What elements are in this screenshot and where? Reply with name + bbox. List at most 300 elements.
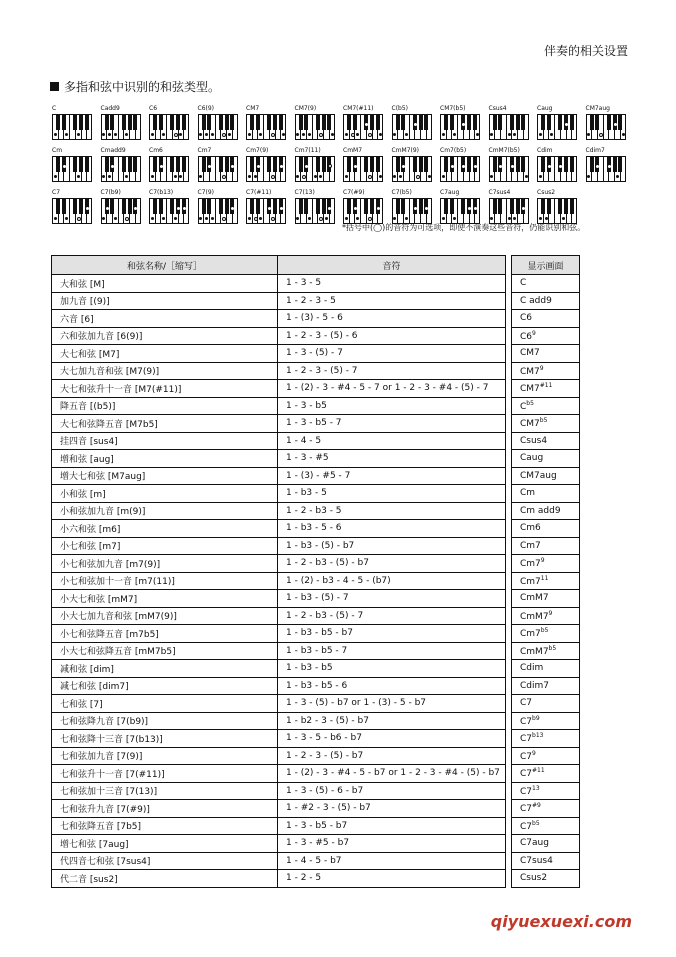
optional-note-dot (174, 133, 178, 137)
black-key (182, 157, 186, 172)
black-key (590, 157, 594, 172)
table-row (512, 765, 580, 783)
black-key (396, 115, 400, 130)
note-dot (325, 217, 328, 220)
piano-keys (101, 198, 141, 224)
black-key (521, 157, 525, 172)
display-cell (512, 800, 580, 818)
chord-keyboard-label: C7(#11) (246, 189, 272, 196)
col-header-notes: 音符 (278, 256, 506, 275)
black-key (353, 115, 357, 130)
chord-name-cell: 小六和弦 [m6] (52, 520, 278, 538)
table-row (52, 310, 506, 328)
black-key (170, 115, 174, 130)
black-key (493, 115, 497, 130)
black-key (256, 115, 260, 130)
table-row (52, 870, 506, 888)
black-key (133, 157, 137, 172)
note-dot (183, 207, 186, 210)
display-symbol: CmM7 (520, 611, 549, 622)
black-key (444, 157, 448, 172)
note-dot (54, 217, 57, 220)
note-dot (211, 133, 214, 136)
note-dot (525, 175, 528, 178)
black-key (153, 157, 157, 172)
note-dot (474, 207, 477, 210)
display-superscript: 9 (540, 557, 545, 565)
black-key (170, 199, 174, 214)
table-row (52, 625, 506, 643)
note-dot (442, 133, 445, 136)
chord-name-cell: 大七和弦 [M7] (52, 345, 278, 363)
chord-name-cell: 七和弦降五音 [7b5] (52, 817, 278, 835)
table-row (512, 380, 580, 398)
black-key (182, 115, 186, 130)
display-cell (512, 537, 580, 555)
table-row (52, 817, 506, 835)
optional-note-dot (254, 217, 258, 221)
chord-name-cell: 七和弦加九音 [7(9)] (52, 747, 278, 765)
note-dot (377, 207, 380, 210)
chord-keyboard (149, 104, 189, 140)
piano-keys (246, 156, 286, 182)
watermark: qiyuexuexi.com (490, 912, 632, 931)
chord-keyboard (440, 104, 480, 140)
notes-cell: 1 - b3 - (5) - 7 (278, 590, 506, 608)
notes-cell: 1 - 2 - b3 - 5 (278, 502, 506, 520)
black-key (256, 199, 260, 214)
display-cell (512, 730, 580, 748)
black-key (570, 157, 574, 172)
note-dot (114, 133, 117, 136)
display-symbol: Csus4 (520, 435, 548, 446)
note-dot (174, 217, 177, 220)
black-key (467, 115, 471, 130)
display-symbol: CM7aug (520, 470, 557, 481)
black-key (73, 115, 77, 130)
display-cell (512, 870, 580, 888)
note-dot (428, 175, 431, 178)
optional-note-dot (368, 175, 372, 179)
display-cell (512, 485, 580, 503)
table-row (52, 800, 506, 818)
black-key (73, 199, 77, 214)
chord-keyboard-label: Cm7(11) (294, 147, 321, 154)
notes-cell: 1 - (2) - 3 - #4 - 5 - 7 or 1 - 2 - 3 - #4 - (5) - 7 (278, 380, 506, 398)
note-dot (476, 133, 479, 136)
table-row (512, 415, 580, 433)
black-key (424, 115, 428, 130)
display-superscript: b5 (540, 627, 549, 635)
table-row (512, 327, 580, 345)
chord-keyboard (246, 146, 286, 182)
black-key (590, 115, 594, 130)
piano-keys (295, 156, 335, 182)
table-row (512, 572, 580, 590)
note-dot (54, 175, 57, 178)
black-key (110, 199, 114, 214)
chord-keyboard (149, 188, 189, 224)
display-cell (512, 695, 580, 713)
chord-name-cell: 减和弦 [dim] (52, 660, 278, 678)
piano-keys (198, 198, 238, 224)
chord-keyboard-label: C(b5) (391, 105, 408, 112)
display-cell (512, 467, 580, 485)
table-row (512, 537, 580, 555)
table-row (512, 607, 580, 625)
note-dot (54, 133, 57, 136)
black-key (450, 115, 454, 130)
display-superscript: b5 (526, 399, 534, 407)
note-dot (248, 133, 251, 136)
notes-cell: 1 - 4 - 5 (278, 432, 506, 450)
note-dot (614, 123, 617, 126)
note-dot (511, 165, 514, 168)
display-cell (512, 432, 580, 450)
display-symbol: Cm7 (520, 540, 541, 551)
black-key (219, 199, 223, 214)
note-dot (331, 133, 334, 136)
black-key (62, 115, 66, 130)
display-symbol: Cm6 (520, 523, 541, 534)
notes-cell: 1 - (3) - 5 - 6 (278, 310, 506, 328)
black-key (62, 199, 66, 214)
note-dot (414, 123, 417, 126)
note-dot (414, 207, 417, 210)
table-row (52, 747, 506, 765)
display-symbol: C6 (520, 331, 533, 342)
chord-name-cell: 大七和弦升十一音 [M7(#11)] (52, 380, 278, 398)
note-dot (405, 217, 408, 220)
display-symbol: CM7 (520, 384, 540, 395)
notes-cell: 1 - 4 - 5 - b7 (278, 852, 506, 870)
black-key (510, 199, 514, 214)
black-key (444, 115, 448, 130)
chord-keyboard-label: C7(b13) (149, 189, 174, 196)
black-key (207, 199, 211, 214)
note-dot (379, 133, 382, 136)
chord-name-cell: 小和弦 [m] (52, 485, 278, 503)
note-dot (151, 175, 154, 178)
chord-table (51, 255, 506, 888)
piano-keys (392, 156, 432, 182)
piano-keys (489, 198, 529, 224)
black-key (176, 157, 180, 172)
chord-name-cell: 七和弦 [7] (52, 695, 278, 713)
note-dot (548, 165, 551, 168)
display-symbol: Cdim7 (520, 680, 549, 691)
chord-name-cell: 增大七和弦 [M7aug] (52, 467, 278, 485)
black-key (396, 199, 400, 214)
display-table (511, 255, 580, 888)
chord-keyboard-label: C7 (52, 189, 61, 196)
black-key (225, 115, 229, 130)
black-key (450, 199, 454, 214)
black-key (613, 157, 617, 172)
notes-cell: 1 - b3 - 5 - 6 (278, 520, 506, 538)
chord-keyboard-grid (52, 104, 632, 232)
display-cell (512, 415, 580, 433)
display-symbol: Cm7 (520, 559, 541, 570)
black-key (461, 199, 465, 214)
chord-name-cell: 小大七和弦 [mM7] (52, 590, 278, 608)
black-key (202, 199, 206, 214)
chord-keyboard-label: Cm6 (149, 147, 163, 154)
chord-keyboard-label: CM7(b5) (440, 105, 466, 112)
chord-keyboard (52, 188, 92, 224)
black-key (299, 199, 303, 214)
notes-cell: 1 - b2 - 3 - (5) - b7 (278, 712, 506, 730)
black-key (128, 157, 132, 172)
black-key (316, 199, 320, 214)
table-row (512, 782, 580, 800)
black-key (419, 199, 423, 214)
table-row (52, 572, 506, 590)
piano-keys (489, 114, 529, 140)
piano-keys (537, 198, 577, 224)
black-key (498, 115, 502, 130)
chord-keyboard (392, 188, 432, 224)
display-symbol: Cm7 (520, 576, 541, 587)
note-dot (248, 217, 251, 220)
notes-cell: 1 - b3 - b5 - 6 (278, 677, 506, 695)
optional-note-dot (368, 133, 372, 137)
chord-keyboard-label: C7sus4 (488, 189, 511, 196)
chord-name-cell: 七和弦升九音 [7(#9)] (52, 800, 278, 818)
display-cell (512, 380, 580, 398)
note-dot (622, 133, 625, 136)
chord-keyboard-label: Cm7(9) (246, 147, 269, 154)
table-row (52, 782, 506, 800)
notes-cell: 1 - 3 - 5 - b6 - b7 (278, 730, 506, 748)
black-key (618, 157, 622, 172)
black-key (541, 157, 545, 172)
page-section-name: 伴奏的相关设置 (543, 44, 628, 58)
notes-cell: 1 - 3 - (5) - 6 - b7 (278, 782, 506, 800)
chord-keyboard (392, 104, 432, 140)
black-key (510, 115, 514, 130)
black-key (153, 115, 157, 130)
note-dot (345, 175, 348, 178)
display-symbol: C7 (520, 786, 533, 797)
black-key (558, 199, 562, 214)
black-key (79, 199, 83, 214)
chord-name-cell: 代二音 [sus2] (52, 870, 278, 888)
note-dot (280, 207, 283, 210)
black-key (176, 115, 180, 130)
table-row (52, 590, 506, 608)
black-key (322, 157, 326, 172)
display-symbol: C (520, 401, 527, 412)
chord-keyboard-label: C6(9) (197, 105, 215, 112)
black-key (370, 199, 374, 214)
note-dot (442, 217, 445, 220)
chord-keyboard (537, 188, 577, 224)
piano-keys (149, 156, 189, 182)
black-key (401, 115, 405, 130)
display-symbol: C (520, 278, 527, 289)
note-dot (451, 165, 454, 168)
display-symbol: CM7 (520, 348, 540, 359)
notes-cell: 1 - 2 - 5 (278, 870, 506, 888)
piano-keys (489, 156, 529, 182)
display-cell (512, 345, 580, 363)
table-row (512, 835, 580, 853)
black-key (498, 199, 502, 214)
note-dot (442, 175, 445, 178)
chord-name-cell: 小七和弦降五音 [m7b5] (52, 625, 278, 643)
piano-keys (537, 114, 577, 140)
chord-keyboard-label: Cadd9 (100, 105, 120, 112)
black-key (467, 157, 471, 172)
chord-keyboard (537, 146, 577, 182)
display-superscript: #11 (539, 382, 553, 390)
notes-cell: 1 - b3 - b5 - 7 (278, 642, 506, 660)
display-symbol: CM7 (520, 419, 540, 430)
black-key (56, 115, 60, 130)
display-cell (512, 450, 580, 468)
notes-cell: 1 - 2 - b3 - (5) - b7 (278, 555, 506, 573)
black-key (419, 115, 423, 130)
chord-keyboard-label: CM7aug (585, 105, 610, 112)
black-key (541, 115, 545, 130)
black-key (322, 115, 326, 130)
note-dot (254, 175, 257, 178)
section-title (50, 78, 220, 95)
chord-keyboard (101, 146, 141, 182)
black-key (364, 157, 368, 172)
table-row (52, 642, 506, 660)
optional-note-dot (271, 175, 275, 179)
chord-keyboard-label: C7aug (440, 189, 460, 196)
display-cell (512, 765, 580, 783)
chord-keyboard (101, 188, 141, 224)
black-key (547, 115, 551, 130)
notes-cell: 1 - b3 - b5 (278, 660, 506, 678)
black-key (347, 157, 351, 172)
note-dot (86, 207, 89, 210)
display-symbol: C7 (520, 821, 533, 832)
chord-keyboard (489, 104, 529, 140)
display-cell (512, 520, 580, 538)
note-dot (508, 133, 511, 136)
table-row (52, 520, 506, 538)
black-key (225, 199, 229, 214)
table-row (52, 397, 506, 415)
note-dot (151, 133, 154, 136)
black-key (267, 115, 271, 130)
black-key (273, 157, 277, 172)
black-key (105, 115, 109, 130)
chord-keyboard (586, 146, 626, 182)
display-symbol: C6 (520, 313, 533, 324)
optional-note-dot (271, 133, 275, 137)
black-key (607, 115, 611, 130)
piano-keys (440, 156, 480, 182)
table-row (512, 432, 580, 450)
notes-cell: 1 - 3 - #5 - b7 (278, 835, 506, 853)
table-row (512, 817, 580, 835)
chord-name-cell: 七和弦加十三音 [7(13)] (52, 782, 278, 800)
notes-cell: 1 - (2) - 3 - #4 - 5 - b7 or 1 - 2 - 3 - #4 - (5) - b7 (278, 765, 506, 783)
black-key (202, 157, 206, 172)
chord-name-cell: 大七和弦降五音 [M7b5] (52, 415, 278, 433)
black-key (207, 115, 211, 130)
section-title-text: 多指和弦中识别的和弦类型。 (64, 80, 221, 94)
black-key (225, 157, 229, 172)
note-dot (228, 133, 231, 136)
note-dot (63, 165, 66, 168)
display-cell (512, 397, 580, 415)
chord-keyboard (295, 104, 335, 140)
chord-name-cell: 六音 [6] (52, 310, 278, 328)
display-cell (512, 712, 580, 730)
display-symbol: C7sus4 (520, 855, 553, 866)
piano-keys (537, 156, 577, 182)
black-key (299, 115, 303, 130)
black-key (85, 157, 89, 172)
table-row (52, 467, 506, 485)
black-key (128, 199, 132, 214)
note-dot (616, 175, 619, 178)
piano-keys (343, 198, 383, 224)
chord-keyboard-label: Cm (52, 147, 63, 154)
table-row (512, 292, 580, 310)
black-key (122, 157, 126, 172)
black-key (493, 199, 497, 214)
note-dot (345, 133, 348, 136)
chord-keyboard-label: Cdim (537, 147, 553, 154)
piano-keys (246, 198, 286, 224)
black-key (327, 115, 331, 130)
black-key (370, 157, 374, 172)
black-key (516, 199, 520, 214)
chord-keyboard (489, 146, 529, 182)
black-key (56, 157, 60, 172)
chord-name-cell: 挂四音 [sus4] (52, 432, 278, 450)
chord-keyboard (343, 104, 383, 140)
black-key (159, 199, 163, 214)
black-key (419, 157, 423, 172)
chord-keyboard (343, 146, 383, 182)
note-dot (314, 175, 317, 178)
chord-keyboard-label: C7(13) (294, 189, 315, 196)
black-key (396, 157, 400, 172)
black-key (547, 199, 551, 214)
black-key (413, 157, 417, 172)
note-dot (354, 207, 357, 210)
chord-keyboard-label: Cmadd9 (100, 147, 126, 154)
piano-keys (440, 114, 480, 140)
chord-keyboard (440, 188, 480, 224)
chord-keyboard-label: C7(b9) (100, 189, 121, 196)
note-dot (308, 133, 311, 136)
chord-keyboard-label: Cm7(b5) (440, 147, 467, 154)
chord-name-cell: 增七和弦 [7aug] (52, 835, 278, 853)
chord-keyboard (198, 104, 238, 140)
display-symbol: CmM7 (520, 593, 549, 604)
black-key (564, 199, 568, 214)
note-dot (151, 217, 154, 220)
black-key (85, 115, 89, 130)
display-cell (512, 607, 580, 625)
chord-keyboard (537, 104, 577, 140)
black-key (493, 157, 497, 172)
table-row (52, 327, 506, 345)
black-key (153, 199, 157, 214)
notes-cell: 1 - (2) - b3 - 4 - 5 - (b7) (278, 572, 506, 590)
chord-keyboard (52, 104, 92, 140)
